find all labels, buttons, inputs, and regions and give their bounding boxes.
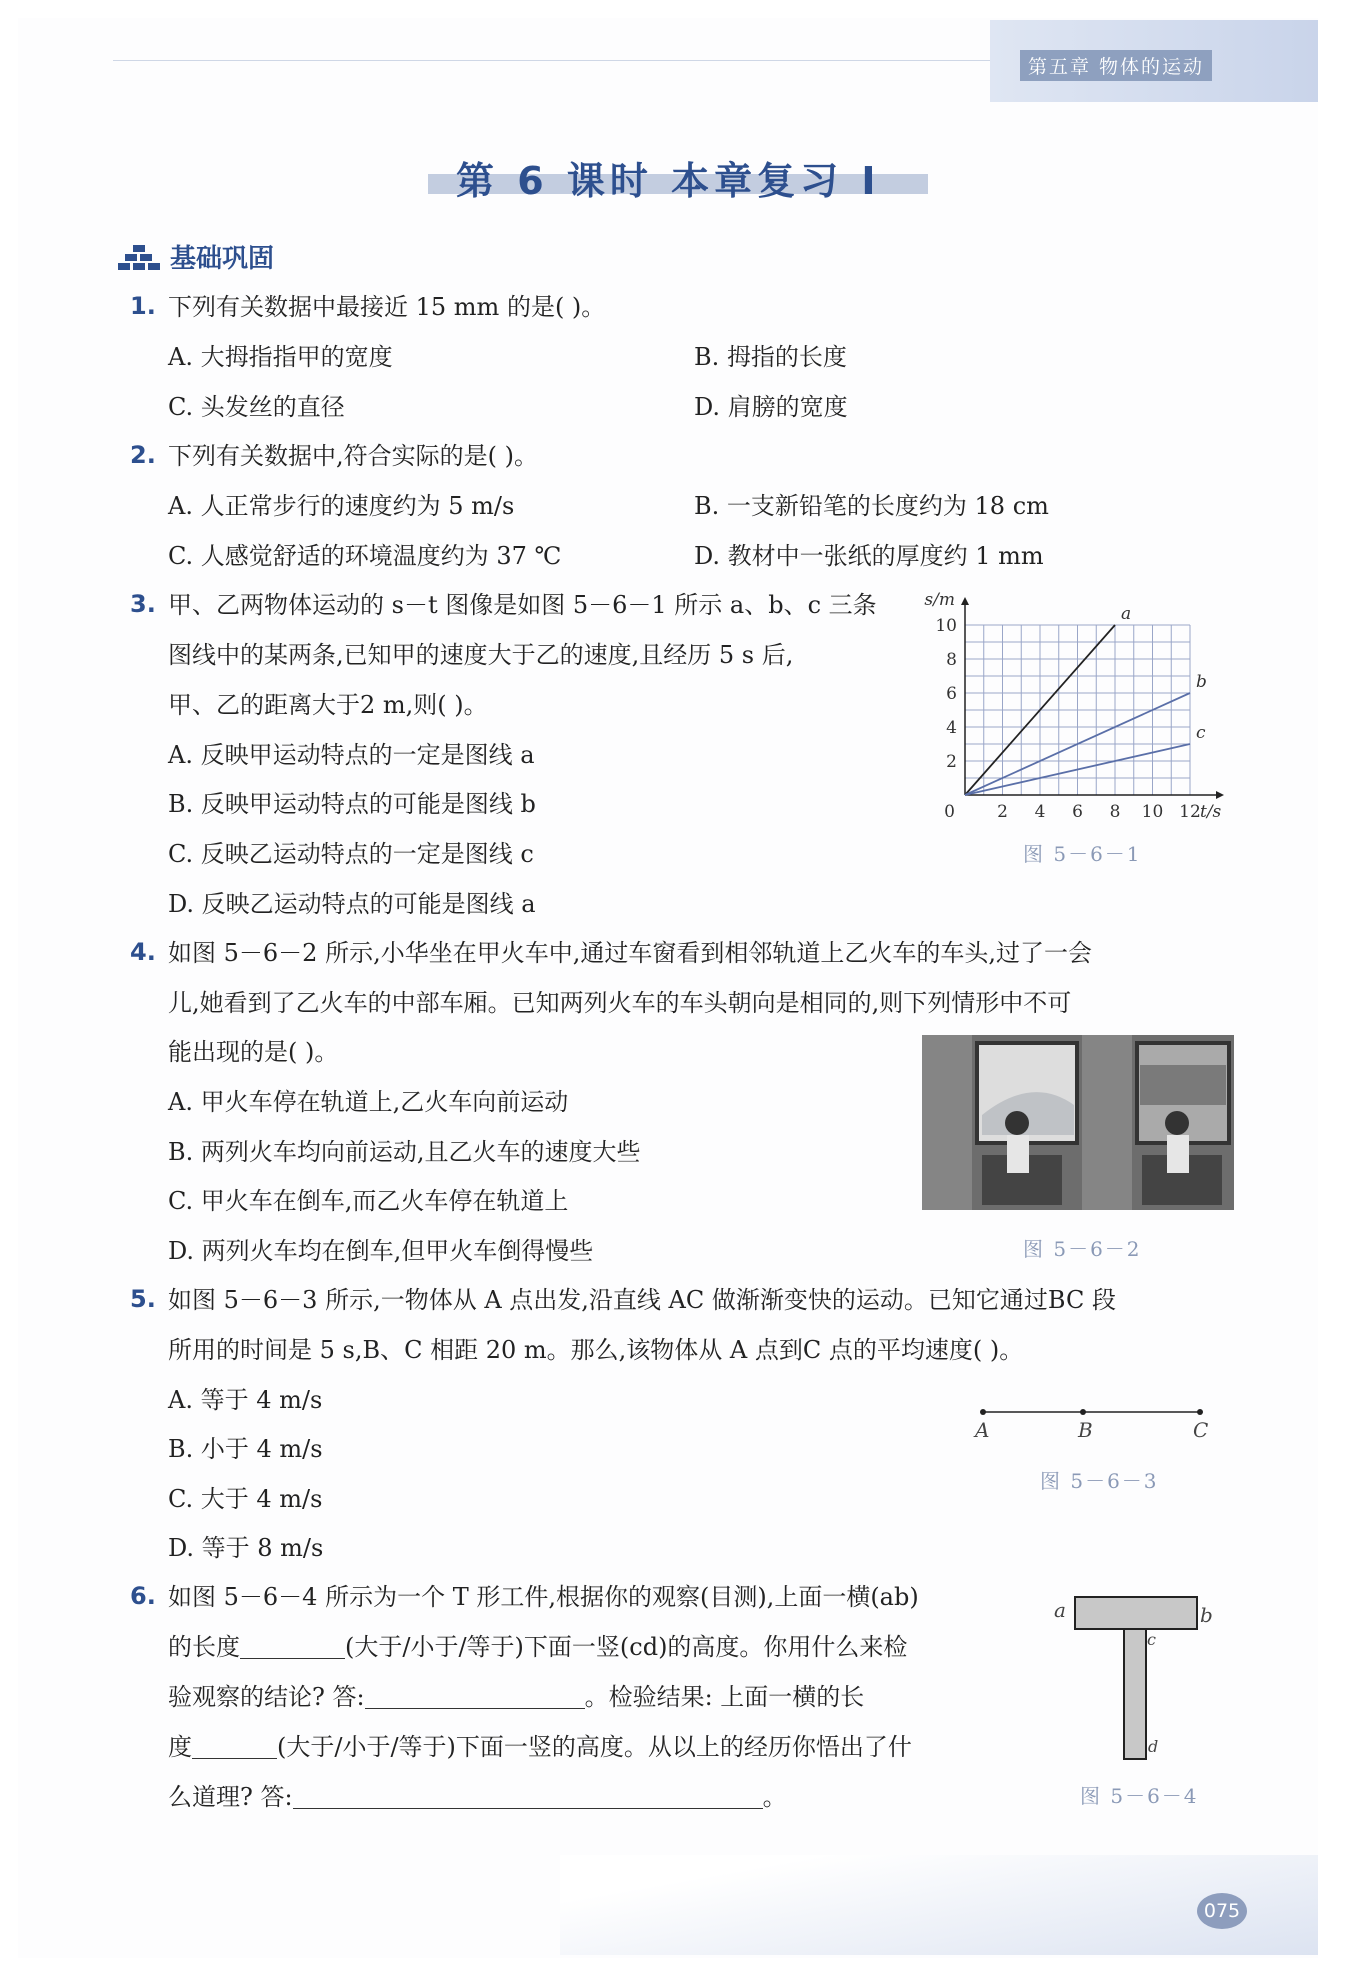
point-a-label: a (1054, 1598, 1066, 1622)
x-tick-label: 12 (1179, 802, 1201, 822)
st-graph (910, 590, 1250, 830)
text: 度 (168, 1733, 192, 1761)
text: (大于/小于/等于)下面一竖的高度。从以上的经历你悟出了什 (277, 1733, 912, 1761)
text: (大于/小于/等于)下面一竖(cd)的高度。你用什么来检 (345, 1633, 908, 1661)
lesson-title: 第 6 课时 本章复习 Ⅰ (456, 159, 881, 203)
question-stem: 甲、乙的距离大于2 m,则( )。 (168, 691, 488, 719)
text: 。 (762, 1783, 787, 1811)
question-stem (168, 1632, 907, 1662)
option-d: D. 反映乙运动特点的可能是图线 a (168, 890, 536, 918)
x-axis-arrow (1216, 791, 1224, 799)
series-label-a: a (1121, 604, 1132, 624)
question-stem (168, 1732, 912, 1762)
text: 验观察的结论? 答: (168, 1683, 365, 1711)
line-segment-ac (975, 1405, 1215, 1419)
section-title: 基础巩固 (170, 244, 275, 274)
option-a: A. 等于 4 m/s (168, 1386, 323, 1414)
y-axis-arrow (961, 597, 969, 605)
question-stem: 甲、乙两物体运动的 s－t 图像是如图 5－6－1 所示 a、b、c 三条 (168, 591, 877, 619)
question-number: 1. (130, 292, 156, 320)
question-stem: 下列有关数据中最接近 15 mm 的是( )。 (168, 293, 606, 321)
answer-blank-3[interactable] (192, 1734, 277, 1759)
point-b-label: B (1078, 1418, 1093, 1442)
train-photo-1 (922, 1035, 1082, 1210)
option-b: B. 拇指的长度 (694, 343, 847, 371)
series-label-b: b (1196, 672, 1207, 692)
point-c-label: c (1147, 1630, 1156, 1649)
figure-caption: 图 5－6－3 (1040, 1469, 1159, 1493)
answer-blank-4[interactable] (293, 1784, 763, 1809)
x-tick-label: 4 (1034, 802, 1046, 822)
y-tick-label: 8 (946, 650, 957, 670)
option-d: D. 两列火车均在倒车,但甲火车倒得慢些 (168, 1237, 594, 1265)
figure-caption: 图 5－6－1 (1023, 842, 1142, 866)
series-label-c: c (1196, 723, 1206, 743)
option-a: A. 反映甲运动特点的一定是图线 a (168, 741, 535, 769)
figure-caption: 图 5－6－2 (1023, 1237, 1142, 1261)
origin-label: 0 (944, 802, 955, 822)
option-a: A. 大拇指指甲的宽度 (168, 343, 393, 371)
blocks-icon (118, 243, 160, 271)
question-number: 6. (130, 1582, 156, 1610)
x-axis-label: t/s (1200, 802, 1222, 822)
header-rule (113, 60, 1013, 61)
question-stem (168, 1682, 864, 1712)
question-stem: 如图 5－6－3 所示,一物体从 A 点出发,沿直线 AC 做渐渐变快的运动。已知它通过BC 段 (168, 1286, 1116, 1314)
figure-caption: 图 5－6－4 (1080, 1784, 1199, 1808)
option-b: B. 小于 4 m/s (168, 1435, 323, 1463)
point-a-label: A (975, 1418, 990, 1442)
option-d: D. 肩膀的宽度 (694, 393, 848, 421)
question-stem: 下列有关数据中,符合实际的是( )。 (168, 442, 538, 470)
question-number: 3. (130, 590, 156, 618)
question-stem: 所用的时间是 5 s,B、C 相距 20 m。那么,该物体从 A 点到C 点的平均速度( )。 (168, 1336, 1024, 1364)
point-c-label: C (1193, 1418, 1209, 1442)
question-stem: 如图 5－6－2 所示,小华坐在甲火车中,通过车窗看到相邻轨道上乙火车的车头,过了一会 (168, 939, 1092, 967)
option-c: C. 反映乙运动特点的一定是图线 c (168, 840, 534, 868)
x-tick-label: 10 (1141, 802, 1164, 822)
text: 。检验结果: 上面一横的长 (584, 1683, 865, 1711)
page-number: 075 (1197, 1893, 1247, 1929)
y-tick-label: 4 (946, 718, 957, 738)
option-c: C. 人感觉舒适的环境温度约为 37 ℃ (168, 542, 562, 570)
lesson-title-block (428, 150, 928, 203)
text: 么道理? 答: (168, 1783, 293, 1811)
point-d-label: d (1148, 1737, 1159, 1756)
question-stem: 儿,她看到了乙火车的中部车厢。已知两列火车的车头朝向是相同的,则下列情形中不可 (168, 989, 1072, 1017)
option-b: B. 一支新铅笔的长度约为 18 cm (694, 492, 1049, 520)
answer-blank-1[interactable] (240, 1634, 345, 1659)
question-number: 4. (130, 938, 156, 966)
graph-axes (961, 597, 1224, 799)
x-tick-label: 2 (997, 802, 1008, 822)
train-photo-2 (1082, 1035, 1234, 1210)
y-tick-label: 6 (946, 684, 957, 704)
question-number: 5. (130, 1285, 156, 1313)
x-tick-label: 8 (1109, 802, 1121, 822)
t-shape-figure (1070, 1595, 1200, 1765)
x-tick-label: 6 (1072, 802, 1083, 822)
y-tick-label: 2 (946, 752, 957, 772)
option-b: B. 两列火车均向前运动,且乙火车的速度大些 (168, 1138, 641, 1166)
option-a: A. 人正常步行的速度约为 5 m/s (168, 492, 515, 520)
option-d: D. 等于 8 m/s (168, 1534, 324, 1562)
question-stem (168, 1782, 787, 1812)
point-b-label: b (1200, 1603, 1213, 1627)
option-c: C. 大于 4 m/s (168, 1485, 323, 1513)
option-b: B. 反映甲运动特点的可能是图线 b (168, 790, 536, 818)
question-stem: 图线中的某两条,已知甲的速度大于乙的速度,且经历 5 s 后, (168, 641, 794, 669)
question-stem: 能出现的是( )。 (168, 1038, 339, 1066)
question-number: 2. (130, 441, 156, 469)
section-heading (118, 238, 274, 275)
y-tick-label: 10 (935, 616, 957, 636)
y-axis-label: s/m (924, 590, 955, 610)
option-c: C. 头发丝的直径 (168, 393, 345, 421)
question-stem: 如图 5－6－4 所示为一个 T 形工件,根据你的观察(目测),上面一横(ab) (168, 1583, 919, 1611)
option-a: A. 甲火车停在轨道上,乙火车向前运动 (168, 1088, 569, 1116)
chapter-label: 第五章 物体的运动 (1020, 50, 1212, 81)
answer-blank-2[interactable] (365, 1684, 585, 1709)
option-c: C. 甲火车在倒车,而乙火车停在轨道上 (168, 1187, 569, 1215)
text: 的长度 (168, 1633, 240, 1661)
option-d: D. 教材中一张纸的厚度约 1 mm (694, 542, 1044, 570)
